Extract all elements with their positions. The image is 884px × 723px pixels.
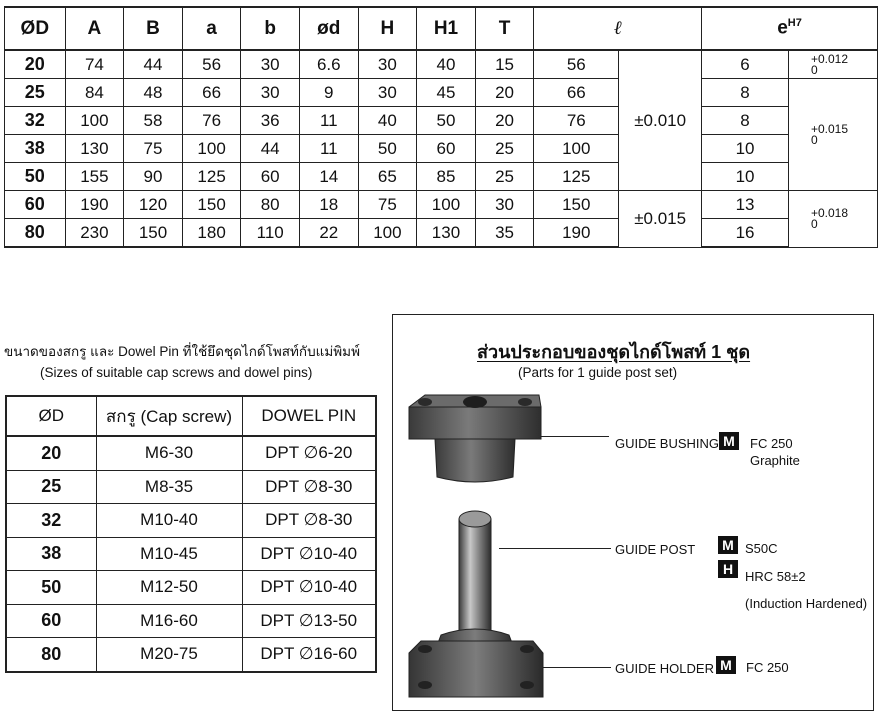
dimension-header-row — [5, 7, 878, 50]
cell: 56 — [534, 50, 619, 79]
cell-od: 80 — [6, 638, 96, 672]
material-badge: M — [716, 656, 736, 674]
cell-od: 32 — [5, 107, 66, 135]
cell: 30 — [475, 191, 534, 219]
cell: 75 — [124, 135, 183, 163]
table-row — [5, 107, 878, 135]
cell-od: 60 — [6, 604, 96, 638]
cell-dowel-pin: DPT ∅10-40 — [242, 537, 376, 571]
cell: 18 — [299, 191, 358, 219]
header-e-h7: H7 — [787, 17, 802, 30]
holder-material: FC 250 — [746, 660, 789, 675]
cell-dowel-pin: DPT ∅10-40 — [242, 571, 376, 605]
cell: 58 — [124, 107, 183, 135]
cell: 100 — [182, 135, 241, 163]
tol-lower: 0 — [810, 216, 818, 231]
cell: 74 — [65, 50, 124, 79]
cell: 180 — [182, 219, 241, 248]
cell: 66 — [534, 79, 619, 107]
cell-dowel-pin: DPT ∅16-60 — [242, 638, 376, 672]
cell-od: 25 — [5, 79, 66, 107]
parts-panel — [392, 314, 874, 711]
cell: 25 — [475, 163, 534, 191]
cell-od: 32 — [6, 504, 96, 538]
cell: 130 — [65, 135, 124, 163]
screw-table — [5, 395, 377, 673]
cell: 65 — [358, 163, 417, 191]
cell: 110 — [241, 219, 300, 248]
guide-bushing-label: GUIDE BUSHING — [615, 436, 720, 451]
table-row — [6, 571, 376, 605]
screws-caption-thai: ขนาดของสกรู และ Dowel Pin ที่ใช้ยึดชุดไกด์โพสท์กับแม่พิมพ์ — [4, 344, 360, 359]
parts-title: ส่วนประกอบของชุดไกด์โพสท์ 1 ชุด — [477, 342, 751, 362]
cell: 100 — [417, 191, 476, 219]
cell: 9 — [299, 79, 358, 107]
header-od: ØD — [5, 7, 66, 50]
cell: 76 — [534, 107, 619, 135]
table-row — [5, 163, 878, 191]
table-row — [6, 537, 376, 571]
cell: 40 — [417, 50, 476, 79]
post-leader-line — [499, 548, 611, 549]
cell-e-tolerance — [788, 50, 877, 79]
cell: 84 — [65, 79, 124, 107]
cell: 190 — [65, 191, 124, 219]
material-badge: M — [719, 432, 739, 450]
cell: 60 — [417, 135, 476, 163]
table-row — [6, 638, 376, 672]
cell: 130 — [417, 219, 476, 248]
dimension-table — [4, 6, 878, 248]
header-b-lower: b — [241, 7, 300, 50]
cell: 125 — [534, 163, 619, 191]
cell-ell-tolerance: ±0.010 — [619, 50, 702, 191]
cell: 25 — [475, 135, 534, 163]
cell-od: 20 — [6, 436, 96, 470]
holder-leader-line — [543, 667, 611, 668]
cell: 80 — [241, 191, 300, 219]
cell: 150 — [124, 219, 183, 248]
guide-post-holder-illustration — [407, 505, 547, 705]
cell-od: 60 — [5, 191, 66, 219]
cell-e: 8 — [702, 79, 789, 107]
cell: 48 — [124, 79, 183, 107]
screws-caption-english: (Sizes of suitable cap screws and dowel pins) — [40, 365, 313, 380]
cell: 155 — [65, 163, 124, 191]
cell-e: 10 — [702, 135, 789, 163]
cell-od: 38 — [6, 537, 96, 571]
header-b-upper: B — [124, 7, 183, 50]
cell: 150 — [182, 191, 241, 219]
cell: 56 — [182, 50, 241, 79]
table-row — [6, 604, 376, 638]
post-hardness: HRC 58±2 — [745, 569, 806, 584]
parts-subtitle: (Parts for 1 guide post set) — [518, 365, 678, 380]
cell-dowel-pin: DPT ∅6-20 — [242, 436, 376, 470]
cell: 50 — [358, 135, 417, 163]
cell: 66 — [182, 79, 241, 107]
tol-upper: +0.018 — [810, 205, 849, 220]
header-a-lower: a — [182, 7, 241, 50]
cell: 76 — [182, 107, 241, 135]
screw-header-english: (Cap screw) — [140, 406, 233, 426]
header-t: T — [475, 7, 534, 50]
screw-header-row — [6, 396, 376, 436]
header-a-upper: A — [65, 7, 124, 50]
cell: 44 — [124, 50, 183, 79]
table-row — [5, 191, 878, 219]
bushing-note: Graphite — [750, 453, 800, 468]
cell-e: 6 — [702, 50, 789, 79]
cell-dowel-pin: DPT ∅8-30 — [242, 504, 376, 538]
cell-cap-screw: M12-50 — [96, 571, 242, 605]
cell: 100 — [534, 135, 619, 163]
header-h: H — [358, 7, 417, 50]
screw-header-od: ØD — [6, 396, 96, 436]
screw-header-thai: สกรู — [105, 406, 136, 426]
cell-dowel-pin: DPT ∅13-50 — [242, 604, 376, 638]
cell-ell-tolerance: ±0.015 — [619, 191, 702, 248]
cell: 14 — [299, 163, 358, 191]
cell: 6.6 — [299, 50, 358, 79]
post-note: (Induction Hardened) — [745, 596, 868, 611]
header-e-letter: e — [777, 17, 788, 39]
tol-upper: +0.015 — [810, 121, 849, 136]
cell-e: 13 — [702, 191, 789, 219]
cell: 150 — [534, 191, 619, 219]
header-ell: ℓ — [534, 7, 702, 50]
cell-od: 50 — [5, 163, 66, 191]
cell: 15 — [475, 50, 534, 79]
header-h1: H1 — [417, 7, 476, 50]
guide-holder-label: GUIDE HOLDER — [615, 661, 714, 676]
cell: 11 — [299, 107, 358, 135]
cell: 125 — [182, 163, 241, 191]
cell-e: 8 — [702, 107, 789, 135]
cell: 20 — [475, 107, 534, 135]
cell: 11 — [299, 135, 358, 163]
material-badge: M — [718, 536, 738, 554]
cell: 100 — [65, 107, 124, 135]
cell-cap-screw: M10-40 — [96, 504, 242, 538]
cell-e: 16 — [702, 219, 789, 248]
cell: 190 — [534, 219, 619, 248]
table-row — [5, 79, 878, 107]
cell: 30 — [241, 50, 300, 79]
table-row — [5, 219, 878, 248]
bushing-leader-line — [541, 436, 609, 437]
tol-lower: 0 — [810, 132, 818, 147]
cell-dowel-pin: DPT ∅8-30 — [242, 470, 376, 504]
tol-upper: +0.012 — [810, 51, 849, 66]
cell: 40 — [358, 107, 417, 135]
cell-e: 10 — [702, 163, 789, 191]
cell: 75 — [358, 191, 417, 219]
table-row — [5, 50, 878, 79]
screw-header-dowel-pin: DOWEL PIN — [242, 396, 376, 436]
cell: 22 — [299, 219, 358, 248]
cell: 90 — [124, 163, 183, 191]
cell: 30 — [241, 79, 300, 107]
cell-e-tolerance — [788, 79, 877, 191]
cell: 44 — [241, 135, 300, 163]
header-od-small: ød — [299, 7, 358, 50]
table-row — [6, 470, 376, 504]
cell: 100 — [358, 219, 417, 248]
cell-od: 20 — [5, 50, 66, 79]
cell: 30 — [358, 50, 417, 79]
cell: 50 — [417, 107, 476, 135]
cell: 45 — [417, 79, 476, 107]
cell-cap-screw: M20-75 — [96, 638, 242, 672]
cell-od: 50 — [6, 571, 96, 605]
cell: 30 — [358, 79, 417, 107]
cell-cap-screw: M6-30 — [96, 436, 242, 470]
cell: 60 — [241, 163, 300, 191]
cell-cap-screw: M8-35 — [96, 470, 242, 504]
cell: 120 — [124, 191, 183, 219]
guide-bushing-illustration — [407, 393, 547, 485]
guide-post-label: GUIDE POST — [615, 542, 696, 557]
bushing-material: FC 250 — [750, 436, 793, 451]
table-row — [6, 436, 376, 470]
cell-od: 25 — [6, 470, 96, 504]
cell: 35 — [475, 219, 534, 248]
tol-lower: 0 — [810, 62, 818, 77]
cell-od: 80 — [5, 219, 66, 248]
hardness-badge: H — [718, 560, 738, 578]
header-e — [702, 7, 878, 50]
cell: 230 — [65, 219, 124, 248]
cell-cap-screw: M10-45 — [96, 537, 242, 571]
post-material: S50C — [745, 541, 778, 556]
cell: 85 — [417, 163, 476, 191]
screw-header-cap-screw — [96, 396, 242, 436]
cell-e-tolerance — [788, 191, 877, 248]
table-row — [5, 135, 878, 163]
cell-od: 38 — [5, 135, 66, 163]
cell: 36 — [241, 107, 300, 135]
table-row — [6, 504, 376, 538]
cell: 20 — [475, 79, 534, 107]
cell-cap-screw: M16-60 — [96, 604, 242, 638]
